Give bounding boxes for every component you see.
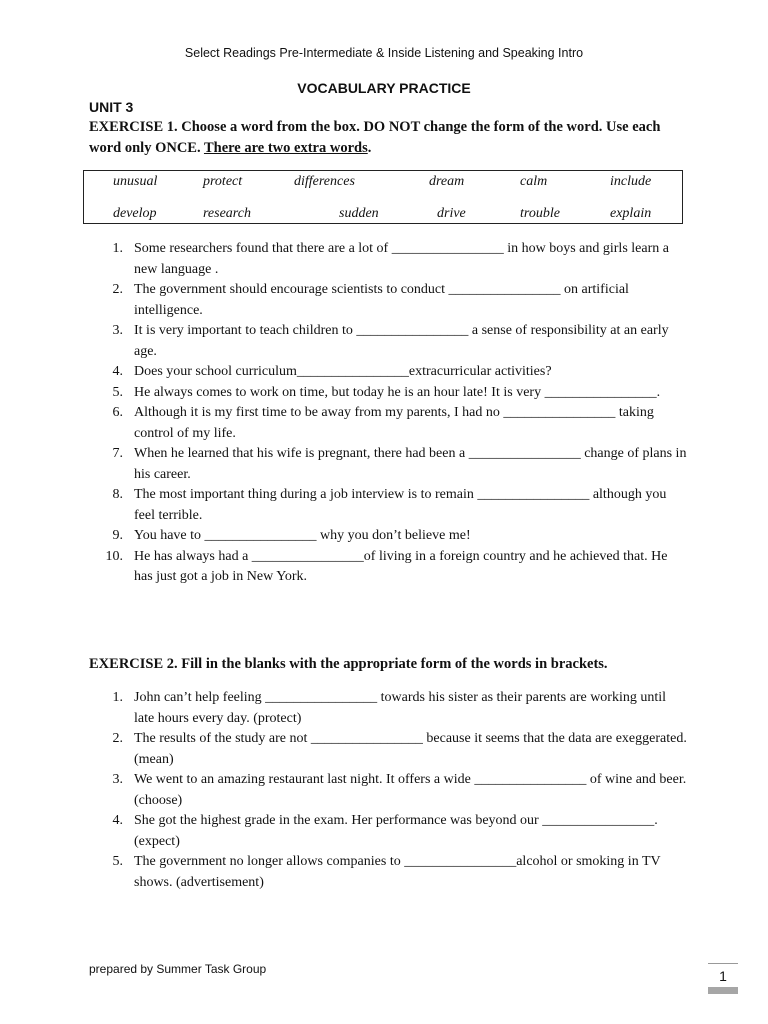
list-item [88, 526, 688, 547]
page-number-bar [708, 987, 738, 994]
item-text: He has always had a ________________of living in a foreign country and he achieved that. He has just got a job in New York. [134, 548, 668, 584]
item-number: 5. [112, 384, 123, 400]
page-number: 1 [719, 968, 727, 984]
list-item [88, 403, 688, 444]
exercise1-instruction-underlined: There are two extra words [203, 140, 368, 156]
item-number: 9. [112, 528, 123, 543]
page-header: Select Readings Pre-Intermediate & Inside Listening and Speaking Intro [184, 46, 584, 60]
word-box-item: dream [429, 174, 465, 189]
item-number: 6. [112, 405, 123, 420]
word-box-item: drive [437, 206, 466, 221]
list-item [88, 321, 688, 362]
item-text: The government no longer allows companies to ________________alcohol or smoking in TV shows. (advertisement) [134, 854, 661, 890]
unit-heading: UNIT 3 [89, 99, 134, 115]
item-text: When he learned that his wife is pregnant, there had been a ________________ change of plans in his career. [134, 446, 687, 482]
page-number-box [708, 963, 738, 994]
word-box [83, 170, 683, 224]
word-box-item: sudden [339, 206, 379, 221]
exercise1-instruction-end: . [367, 140, 372, 156]
item-text: It is very important to teach children to ________________ a sense of responsibility at an early age. [134, 323, 669, 359]
list-item [88, 362, 688, 383]
item-text: John can’t help feeling ________________ towards his sister as their parents are working until late hours every day. (protect) [134, 690, 667, 726]
list-item [88, 729, 688, 770]
list-item [88, 280, 688, 321]
item-number: 3. [112, 323, 123, 338]
item-text: Does your school curriculum________________extracurricular activities? [134, 364, 552, 379]
item-text: Although it is my first time to be away from my parents, I had no ________________ taking control of my life. [134, 405, 654, 441]
item-number: 1. [112, 690, 123, 705]
word-box-item: protect [203, 174, 243, 189]
list-item [88, 239, 688, 280]
word-box-item: explain [610, 206, 652, 221]
list-item [88, 547, 688, 588]
item-text: The most important thing during a job interview is to remain ________________ although you feel terrible. [134, 487, 667, 523]
item-number: 4. [112, 813, 123, 828]
item-number: 5. [112, 854, 123, 869]
exercise1-list [88, 239, 688, 588]
item-number: 7. [112, 446, 123, 461]
item-text: Some researchers found that there are a lot of ________________ in how boys and girls learn a new language . [134, 241, 669, 277]
word-box-item: differences [294, 174, 355, 189]
page-footer: prepared by Summer Task Group [89, 962, 267, 976]
item-text: We went to an amazing restaurant last night. It offers a wide ________________ of wine and beer. (choose) [134, 772, 687, 808]
item-number: 1. [112, 241, 123, 256]
item-number: 2. [112, 282, 123, 297]
item-number: 2. [112, 731, 123, 746]
list-item [88, 852, 688, 893]
item-number: 10. [105, 548, 123, 564]
list-item [88, 770, 688, 811]
item-text: The results of the study are not ________________ because it seems that the data are exeggerated. (mean) [134, 731, 687, 767]
item-number: 3. [112, 772, 123, 787]
item-text: You have to ________________ why you don’t believe me! [134, 528, 471, 543]
word-box-item: develop [113, 206, 157, 221]
exercise1-instruction-main: EXERCISE 1. Choose a word from the box. DO NOT change the form of the word. Use each word only ONCE. [89, 119, 661, 156]
list-item [88, 383, 688, 404]
item-number: 4. [112, 364, 123, 379]
item-number: 8. [112, 487, 123, 502]
exercise2-instruction: EXERCISE 2. Fill in the blanks with the appropriate form of the words in brackets. [89, 656, 608, 672]
list-item [88, 485, 688, 526]
word-box-item: unusual [113, 174, 158, 189]
word-box-item: include [610, 174, 652, 189]
item-text: The government should encourage scientists to conduct ________________ on artificial intelligence. [134, 282, 629, 318]
word-box-item: trouble [520, 206, 560, 221]
item-text: She got the highest grade in the exam. Her performance was beyond our ________________. (expect) [134, 813, 658, 849]
list-item [88, 688, 688, 729]
item-text: He always comes to work on time, but today he is an hour late! It is very ________________. [134, 384, 661, 400]
page-title: VOCABULARY PRACTICE [297, 80, 471, 96]
list-item [88, 811, 688, 852]
exercise1-instruction [89, 117, 679, 159]
exercise2-list [88, 688, 688, 893]
word-box-item: calm [520, 174, 548, 189]
word-box-item: research [203, 206, 251, 221]
list-item [88, 444, 688, 485]
